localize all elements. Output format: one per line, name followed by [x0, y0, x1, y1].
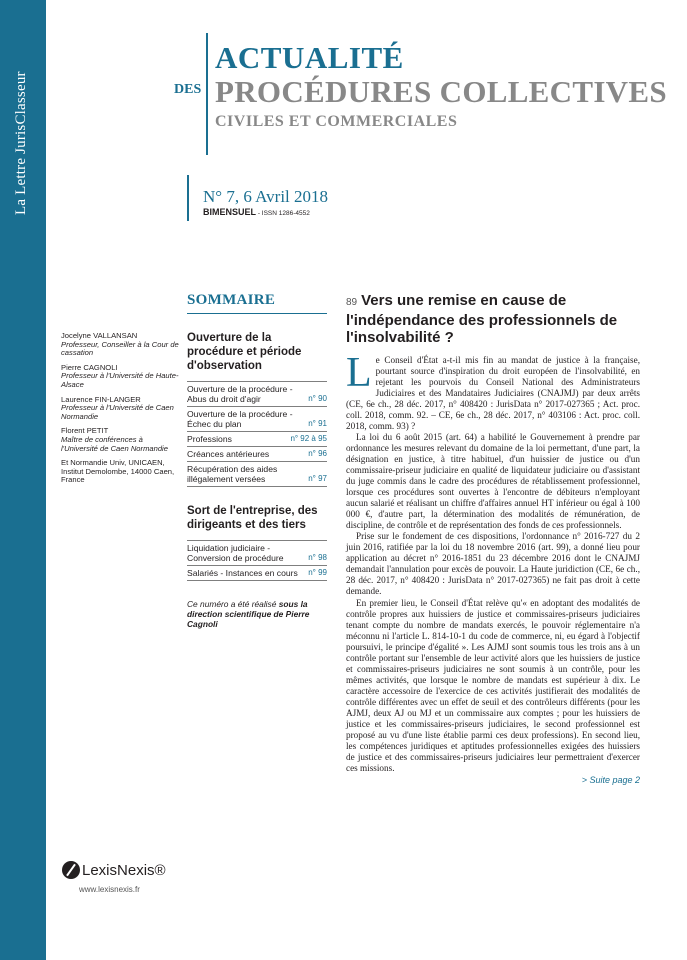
contributor-name: Pierre CAGNOLI	[61, 362, 118, 372]
toc-item[interactable]	[187, 447, 327, 462]
toc-item[interactable]	[187, 566, 327, 581]
masthead-line3: CIVILES ET COMMERCIALES	[215, 113, 458, 130]
toc-item-label: Professions	[187, 434, 232, 444]
continued-link[interactable]: > Suite page 2	[581, 775, 640, 786]
toc-item-label: Créances antérieures	[187, 449, 270, 459]
masthead-rule	[206, 33, 208, 155]
toc-item-label: Récupération des aides illégalement versées	[187, 464, 278, 484]
article-paragraph: En premier lieu, le Conseil d'État relève qu'« en adoptant des modalités de contrôle propres aux huissiers de justice et commissaires-priseurs judiciaires tenant compte du nombre de mandats exercés, le pouvoir réglementaire n'a méconnu ni l'article L. 814-10-1 du code de commerce, ni, eu égard à l'objectif poursuivi, le principe d'égalité ». Les AJMJ sont soumis tous les trois ans à un contrôle portant sur l'ensemble de leur activité alors que les huissiers de justice et commissaires-priseurs judiciaires ne sont soumis à un contrôle, pour les mêmes activités, que lorsque le nombre de mandats est supérieur à dix. Le caractère accessoire de l'exercice de ces activités justifierait des modalités de contrôle différentes avec un effet de seuil et des contrôleurs différents (pour les AJMJ, deux AJ ou MJ et un commissaire aux comptes ; pour les huissiers de justice et les commissaires-priseurs judiciaires, le second professionnel est proposé au vu d'une liste établie parmi ces deux professions). En second lieu, les compétences juridiques et aptitudes professionnelles exigées des huissiers de justice et des commissaires-priseurs judiciaires leur permettraient d'exercer ces missions.	[346, 597, 640, 774]
contributor	[61, 396, 179, 422]
toc-item-page: n° 97	[308, 474, 327, 483]
toc-item-label: Ouverture de la procédure - Abus du droit d'agir	[187, 384, 293, 404]
sommaire-rule	[187, 313, 327, 314]
article-number: 89	[346, 297, 358, 308]
frequency-label: BIMENSUEL	[203, 207, 257, 217]
toc-item-label: Salariés - Instances en cours	[187, 568, 298, 578]
article-paragraph	[346, 349, 640, 432]
table-of-contents	[187, 292, 327, 629]
toc-item-label: Liquidation judiciaire - Conversion de procédure	[187, 543, 284, 563]
sommaire-title: SOMMAIRE	[187, 292, 276, 308]
toc-item[interactable]	[187, 462, 327, 487]
article-paragraph: La loi du 6 août 2015 (art. 64) a habilité le Gouvernement à prendre par ordonnance les mesures relevant du domaine de la loi permettant, d'une part, la désignation en justice, à titre habituel, d'un huissier de justice ou d'un commissaire-priseur judiciaire en qualité de liquidateur judiciaire ou d'assistant du juge commis dans le cadre des procédures de rétablissement professionnel, lorsque ces procédures sont ouvertes à l'encontre de débiteurs n'employant aucun salarié et réalisant un chiffre d'affaires annuel HT inférieur ou égal à 100 000 €, d'autre part, la détermination des modalités de rémunération, de discipline, de contrôle et de représentation des fonds de ces professionnels.	[346, 431, 640, 531]
contributor-name: Florent PETIT	[61, 426, 109, 436]
contributor	[61, 427, 179, 453]
sidebar-title: La Lettre JurisClasseur	[13, 71, 29, 215]
toc-item-page: n° 99	[308, 568, 327, 577]
contributor-role: Professeur à l'Université de Haute-Alsace	[61, 371, 179, 389]
lead-article	[346, 292, 640, 785]
contributors-list	[61, 332, 179, 491]
dropcap-letter: L	[346, 349, 372, 396]
contributor-role: Maître de conférences à l'Université de Caen Normandie	[61, 434, 168, 453]
toc-item-label: Ouverture de la procédure - Échec du plan	[187, 409, 293, 429]
publisher-name: LexisNexis®	[82, 861, 166, 879]
toc-section-title: Ouverture de la procédure et période d'observation	[187, 332, 302, 372]
lexisnexis-logo-icon	[62, 861, 80, 879]
issue-rule	[187, 175, 189, 221]
paragraph-text: e Conseil d'État a-t-il mis fin au mandat de justice à la française, pourtant source d'inspiration du droit européen de l'insolvabilité, en rejetant les pourvois du Conseil National des Administrateurs Judiciaires et des Mandataires Judiciaires (CNAJMJ) par deux arrêts (CE, 6e ch., 28 déc. 2017, n° 408420 : JurisData n° 2017-027365 ; Act. proc. coll. 2018, comm. 92. – CE, 6e ch., 28 déc. 2017, n° 403106 : Act. proc. coll. 2018, comm. 93) ?	[346, 354, 640, 431]
note-direction: sous la direction scientifique de Pierre Cagnoli	[187, 599, 310, 629]
toc-item-page: n° 90	[308, 394, 327, 403]
toc-list	[187, 540, 327, 581]
contributor-name: Et Normandie Univ, UNICAEN, Institut Demolombe, 14000 Caen, France	[61, 458, 175, 485]
toc-section-title: Sort de l'entreprise, des dirigeants et des tiers	[187, 505, 318, 531]
issue-frequency	[203, 207, 310, 217]
article-paragraph: Prise sur le fondement de ces dispositions, l'ordonnance n° 2016-727 du 2 juin 2016, ratifiée par la loi du 18 novembre 2016 (art. 99), a donné lieu pour application au décret n° 2016-1851 du 23 décembre 2016 dont le CNAJMJ demandait l'annulation pour excès de pouvoir. La Haute juridiction (CE, 6e ch., 28 déc. 2017, n° 408420 : JurisData n° 2017-027365) ne fait pas droit à cette demande.	[346, 531, 640, 597]
sidebar-band	[0, 0, 46, 960]
contributor	[61, 332, 179, 358]
editorial-note	[187, 599, 327, 629]
toc-list	[187, 381, 327, 487]
contributor-role: Professeur, Conseiller à la Cour de cassation	[61, 339, 179, 358]
note-prefix: Ce numéro a été réalisé	[187, 599, 279, 609]
contributor	[61, 364, 179, 390]
masthead-line2: PROCÉDURES COLLECTIVES	[215, 74, 667, 109]
contributor-name: Jocelyne VALLANSAN	[61, 331, 138, 340]
article-body	[346, 349, 640, 775]
masthead-line1: ACTUALITÉ	[215, 40, 404, 75]
toc-item-page: n° 92 à 95	[290, 434, 327, 443]
issn-label: - ISSN 1286-4552	[256, 210, 310, 217]
contributor-affiliation	[61, 459, 179, 485]
toc-item[interactable]	[187, 407, 327, 432]
toc-item-page: n° 91	[308, 419, 327, 428]
publisher-logo	[62, 861, 166, 879]
contributor-name: Laurence FIN-LANGER	[61, 394, 141, 404]
toc-item[interactable]	[187, 382, 327, 407]
masthead-des: DES	[174, 82, 202, 97]
toc-item[interactable]	[187, 541, 327, 566]
toc-item-page: n° 96	[308, 449, 327, 458]
publisher-url[interactable]: www.lexisnexis.fr	[79, 885, 140, 894]
contributor-role: Professeur à l'Université de Caen Normandie	[61, 403, 174, 421]
article-title: Vers une remise en cause de l'indépendance des professionnels de l'insolvabilité ?	[346, 292, 618, 346]
issue-number: N° 7, 6 Avril 2018	[203, 187, 329, 206]
toc-item[interactable]	[187, 432, 327, 447]
toc-item-page: n° 98	[308, 553, 327, 562]
article-headline	[346, 292, 640, 347]
